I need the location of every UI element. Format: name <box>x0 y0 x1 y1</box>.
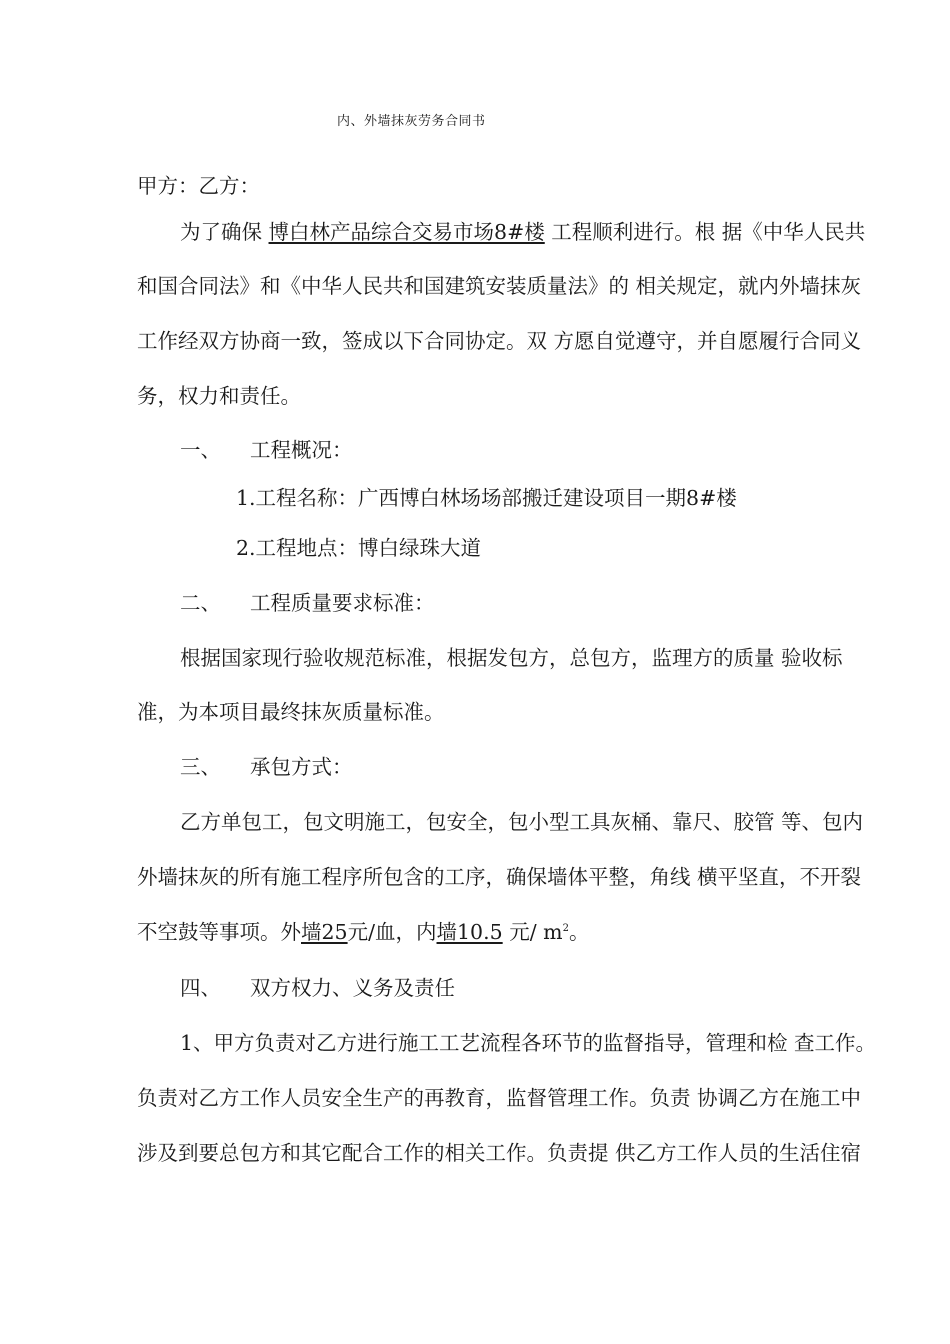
section-number: 一、 <box>180 438 221 462</box>
section-title: 工程质量要求标准： <box>250 591 435 615</box>
intro-line-2: 和国合同法》和《中华人民共和国建筑安装质量法》的 相关规定，就内外墙抹灰 <box>137 274 862 298</box>
text: 元/ m <box>502 920 563 944</box>
section-3-line-1: 乙方单包工，包文明施工，包安全，包小型工具灰桶、靠尺、胶管 等、包内 <box>180 810 864 834</box>
section-4-line-3: 涉及到要总包方和其它配合工作的相关工作。负责提 供乙方工作人员的生活住宿 <box>137 1141 862 1165</box>
section-3-heading <box>180 755 353 779</box>
section-title: 工程概况： <box>250 438 353 462</box>
project-name: 博白林产品综合交易市场8#楼 <box>268 220 545 244</box>
intro-text-b: 工程顺利进行。根 据《中华人民共 <box>544 220 866 244</box>
text: 元/血，内 <box>347 920 437 944</box>
section-4-line-1: 1、甲方负责对乙方进行施工工艺流程各环节的监督指导，管理和检 查工作。 <box>180 1031 877 1055</box>
section-1-item-1: 1.工程名称：广西博白林场场部搬迁建设项目一期8#楼 <box>236 486 737 510</box>
document-title: 内、外墙抹灰劳务合同书 <box>337 114 486 129</box>
parties-line: 甲方：乙方： <box>137 174 260 198</box>
superscript: 2 <box>562 923 569 935</box>
intro-text-a: 为了确保 <box>180 220 269 244</box>
text: 不空鼓等事项。外 <box>137 920 301 944</box>
section-number: 二、 <box>180 591 221 615</box>
section-title: 双方权力、义务及责任 <box>250 976 455 1000</box>
intro-line-4: 务，权力和责任。 <box>137 384 301 408</box>
inner-wall-price: 墙10.5 <box>436 920 503 944</box>
section-3-line-2: 外墙抹灰的所有施工程序所包含的工序，确保墙体平整，角线 横平坚直，不开裂 <box>137 865 862 889</box>
text: 。 <box>568 920 590 944</box>
section-2-line-2: 准，为本项目最终抹灰质量标准。 <box>137 700 445 724</box>
intro-line-3: 工作经双方协商一致，签成以下合同协定。双 方愿自觉遵守，并自愿履行合同义 <box>137 329 862 353</box>
section-number: 四、 <box>180 976 221 1000</box>
section-1-heading <box>180 438 353 462</box>
section-1-item-2: 2.工程地点：博白绿珠大道 <box>236 536 482 560</box>
section-number: 三、 <box>180 755 221 779</box>
section-2-heading <box>180 591 435 615</box>
section-2-line-1: 根据国家现行验收规范标准，根据发包方，总包方，监理方的质量 验收标 <box>180 646 843 670</box>
intro-line-1 <box>180 220 865 244</box>
section-title: 承包方式： <box>250 755 353 779</box>
outer-wall-price: 墙25 <box>301 920 348 944</box>
section-3-line-3 <box>137 920 589 944</box>
section-4-line-2: 负责对乙方工作人员安全生产的再教育，监督管理工作。负责 协调乙方在施工中 <box>137 1086 862 1110</box>
section-4-heading <box>180 976 455 1000</box>
